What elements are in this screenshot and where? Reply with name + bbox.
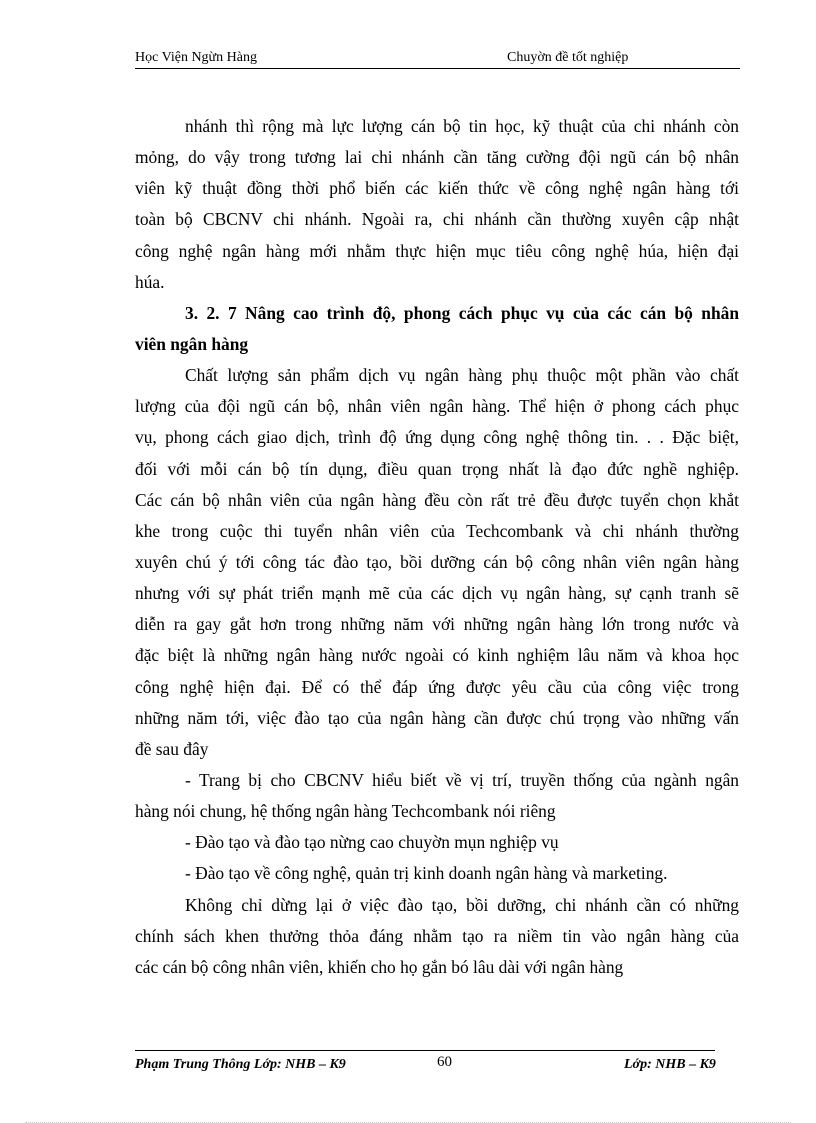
text-line: vụ, phong cách giao dịch, trình độ ứng dụng công nghệ thông tin. . . Đặc biệt,: [135, 427, 739, 448]
list-item: - Đào tạo về công nghệ, quản trị kinh doanh ngân hàng và marketing.: [185, 863, 668, 884]
text-line: húa.: [135, 271, 165, 292]
text-line: đặc biệt là những ngân hàng nước ngoài có kinh nghiệm lâu năm và khoa học: [135, 645, 739, 666]
header-institution: Học Viện Ngừn Hàng: [135, 50, 257, 65]
page-number: 60: [437, 1054, 452, 1070]
text-line: viên kỹ thuật đồng thời phổ biến các kiến thức về công nghệ ngân hàng tới: [135, 178, 739, 199]
text-line: công nghệ ngân hàng mới nhằm thực hiện mục tiêu công nghệ húa, hiện đại: [135, 240, 739, 261]
text-line: khe trong cuộc thi tuyển nhân viên của Techcombank và chi nhánh thường: [135, 520, 739, 541]
text-line: đối với mỗi cán bộ tín dụng, điều quan trọng nhất là đạo đức nghề nghiệp.: [135, 458, 739, 479]
text-line: lượng của đội ngũ cán bộ, nhân viên ngân hàng. Thể hiện ở phong cách phục: [135, 396, 739, 417]
footer-divider: [135, 1050, 715, 1051]
text-line: nhưng với sự phát triển mạnh mẽ của các dịch vụ ngân hàng, sự cạnh tranh sẽ: [135, 583, 739, 604]
text-line: những năm tới, việc đào tạo của ngân hàng cần được chú trọng vào những vấn: [135, 707, 739, 728]
text-line: Các cán bộ nhân viên của ngân hàng đều còn rất trẻ đều được tuyển chọn khắt: [135, 489, 739, 510]
section-heading: 3. 2. 7 Nâng cao trình độ, phong cách phục vụ của các cán bộ nhân: [185, 302, 739, 323]
text-line: diễn ra gay gắt hơn trong những năm với những ngân hàng lớn trong nước và: [135, 614, 739, 635]
text-line: chính sách khen thưởng thỏa đáng nhằm tạo ra niềm tin vào ngân hàng của: [135, 925, 739, 946]
text-line: Không chỉ dừng lại ở việc đào tạo, bồi dưỡng, chi nhánh cần có những: [185, 894, 739, 915]
text-line: đề sau đây: [135, 738, 209, 759]
text-line: hàng nói chung, hệ thống ngân hàng Techcombank nói riêng: [135, 801, 556, 822]
section-heading: viên ngân hàng: [135, 333, 249, 354]
text-line: toàn bộ CBCNV chi nhánh. Ngoài ra, chi nhánh cần thường xuyên cập nhật: [135, 209, 739, 230]
page-header: [135, 50, 740, 69]
list-item: - Đào tạo và đào tạo nừng cao chuyờn mụn nghiệp vụ: [185, 832, 559, 853]
text-line: mỏng, do vậy trong tương lai chi nhánh cần tăng cường đội ngũ cán bộ nhân: [135, 147, 739, 168]
text-line: xuyên chú ý tới công tác đào tạo, bồi dưỡng cán bộ công nhân viên ngân hàng: [135, 551, 739, 572]
list-item: - Trang bị cho CBCNV hiểu biết về vị trí, truyền thống của ngành ngân: [185, 769, 739, 790]
text-line: các cán bộ công nhân viên, khiến cho họ gắn bó lâu dài với ngân hàng: [135, 956, 624, 977]
text-line: Chất lượng sản phẩm dịch vụ ngân hàng phụ thuộc một phần vào chất: [185, 365, 739, 386]
footer-author: Phạm Trung Thông Lớp: NHB – K9: [135, 1057, 346, 1072]
body-text: [135, 111, 739, 983]
text-line: nhánh thì rộng mà lực lượng cán bộ tin học, kỹ thuật của chi nhánh còn: [185, 116, 739, 136]
header-document-type: Chuyờn đề tốt nghiệp: [507, 50, 629, 65]
text-line: công nghệ hiện đại. Để có thể đáp ứng được yêu cầu của công việc trong: [135, 676, 739, 697]
footer-class: Lớp: NHB – K9: [624, 1057, 716, 1072]
